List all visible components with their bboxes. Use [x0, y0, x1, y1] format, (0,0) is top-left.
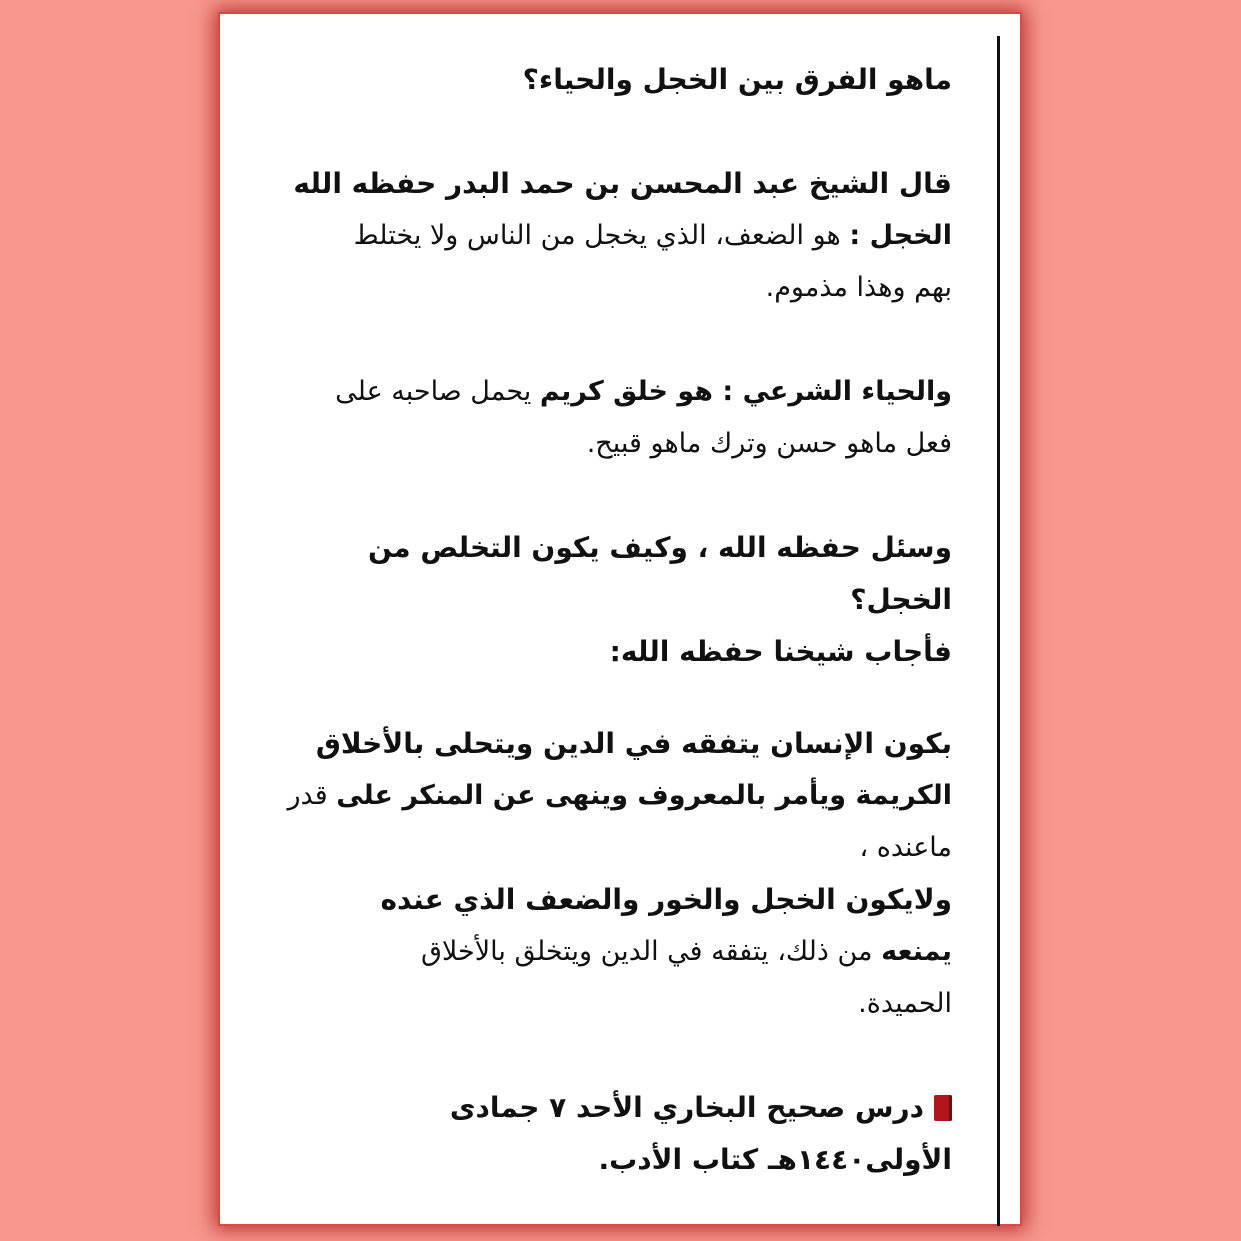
haya-definition-line-2: فعل ماهو حسن وترك ماهو قبيح.	[586, 428, 952, 459]
article-body	[280, 54, 952, 1186]
haya-definition-text: يحمل صاحبه على	[335, 376, 532, 407]
speaker-line: قال الشيخ عبد المحسن بن حمد البدر حفظه الله	[293, 167, 952, 200]
question-line-2: الخجل؟	[850, 583, 952, 616]
source-line-1	[280, 1082, 952, 1134]
shyness-definition-line-2: بهم وهذا مذموم.	[765, 272, 952, 303]
document-card	[220, 14, 1020, 1224]
book-icon	[934, 1095, 952, 1121]
answer-line-2-rest: قدر	[287, 780, 328, 811]
answer-line-5-rest: من ذلك، يتفقه في الدين ويتخلق بالأخلاق	[420, 936, 873, 967]
answer-line-2	[280, 770, 952, 822]
answer-line-5-bold: يمنعه	[881, 936, 952, 967]
shyness-term: الخجل :	[849, 220, 952, 251]
haya-definition-line-1	[280, 366, 952, 418]
source-text-1: درس صحيح البخاري الأحد ٧ جمادى	[449, 1091, 924, 1124]
source-line-2: الأولى١٤٤٠هـ كتاب الأدب.	[598, 1143, 952, 1176]
page-title: ماهو الفرق بين الخجل والحياء؟	[522, 63, 952, 96]
answer-line-1: بكون الإنسان يتفقه في الدين ويتحلى بالأخلاق	[315, 727, 952, 760]
question-line-1: وسئل حفظه الله ، وكيف يكون التخلص من	[368, 531, 952, 564]
answer-line-4: ولايكون الخجل والخور والضعف الذي عنده	[380, 883, 952, 916]
answer-line-3: ماعنده ،	[859, 832, 952, 863]
answer-intro: فأجاب شيخنا حفظه الله:	[609, 635, 952, 668]
haya-term: والحياء الشرعي : هو خلق كريم	[539, 376, 952, 407]
answer-line-2-bold: الكريمة ويأمر بالمعروف وينهى عن المنكر على	[336, 780, 952, 811]
answer-line-5	[280, 926, 952, 978]
shyness-definition-line-1	[280, 210, 952, 262]
shyness-definition-text: هو الضعف، الذي يخجل من الناس ولا يختلط	[353, 220, 841, 251]
answer-line-6: الحميدة.	[858, 988, 952, 1019]
margin-rule	[997, 36, 1000, 1226]
